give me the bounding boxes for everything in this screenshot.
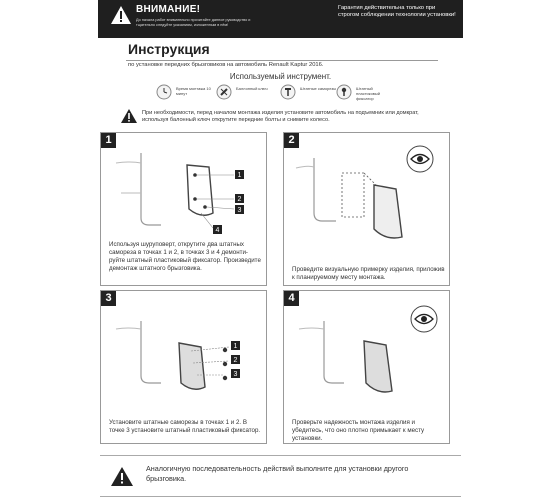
tool-label: Штатный пластиковый фиксатор (356, 86, 381, 101)
step-number: 4 (284, 291, 299, 306)
step-1-marker-3: 3 (237, 207, 242, 214)
step-3-marker-3: 3 (233, 371, 238, 378)
step-2-panel (283, 132, 450, 286)
tool-label: Время монтажа 10 минут (176, 86, 211, 96)
step-description: Проведите визуальную примерку изделия, приложив к планируемому месту монтажа. (292, 266, 445, 281)
step-4-illustration (284, 291, 449, 401)
page-title: Инструкция (128, 41, 210, 57)
screw-icon (280, 84, 296, 100)
step-2-illustration (284, 133, 449, 243)
step-1-marker-2: 2 (237, 196, 242, 203)
step-3-marker-1: 1 (233, 343, 238, 350)
tool-label: Баллонный ключ (236, 86, 268, 91)
tools-heading: Используемый инструмент. (229, 72, 332, 81)
instruction-sheet (98, 0, 463, 504)
tool-label: Штатные саморезы (300, 86, 337, 91)
footer-note (100, 455, 461, 497)
warning-icon (110, 5, 132, 25)
step-3-panel (100, 290, 267, 444)
step-3-illustration (101, 291, 266, 401)
clock-icon (156, 84, 172, 100)
preparation-note: При необходимости, перед началом монтажа изделия установите автомобиль на подъемник или домкрат, используя балонный ключ открутите передние болты и снимите колесо. (142, 110, 419, 123)
step-1-marker-4: 4 (215, 227, 220, 234)
guarantee-note: Гарантия действительна только при строгом соблюдении технологии установки! (338, 5, 456, 18)
caution-icon (110, 466, 134, 487)
title-divider (126, 60, 438, 61)
step-description: Установите штатные саморезы в точках 1 и 2. В точке 3 установите штатный пластиковый фиксатор. (109, 419, 261, 434)
step-1-marker-1: 1 (237, 172, 242, 179)
caution-icon (120, 108, 138, 124)
step-description: Проверьте надежность монтажа изделия и убедитесь, что оно плотно примыкает к месту установки. (292, 419, 425, 442)
step-number: 3 (101, 291, 116, 306)
step-4-panel (283, 290, 450, 444)
warning-header (98, 0, 463, 38)
step-3-marker-2: 2 (233, 357, 238, 364)
warning-title: ВНИМАНИЕ! (136, 4, 201, 15)
step-1-panel (100, 132, 267, 286)
wrench-icon (216, 84, 232, 100)
step-1-illustration (101, 133, 266, 238)
footer-text: Аналогичную последовательность действий выполните для установки другого брызговика. (146, 464, 409, 483)
step-number: 1 (101, 133, 116, 148)
step-number: 2 (284, 133, 299, 148)
step-description: Используя шуруповерт, открутите два штатных самореза в точках 1 и 2, в точках 3 и 4 демонти- руйте штатный пластиковый фиксатор. Произведите демонтаж штатного брызговика. (109, 241, 261, 272)
clip-icon (336, 84, 352, 100)
warning-subtitle: До начала работ внимательно прочитайте данное руководство и тщательно следуйте указаниям, изложенным в нём! (136, 18, 251, 27)
page-subtitle: по установке передних брызговиков на автомобиль Renault Kaptur 2016. (128, 62, 324, 68)
